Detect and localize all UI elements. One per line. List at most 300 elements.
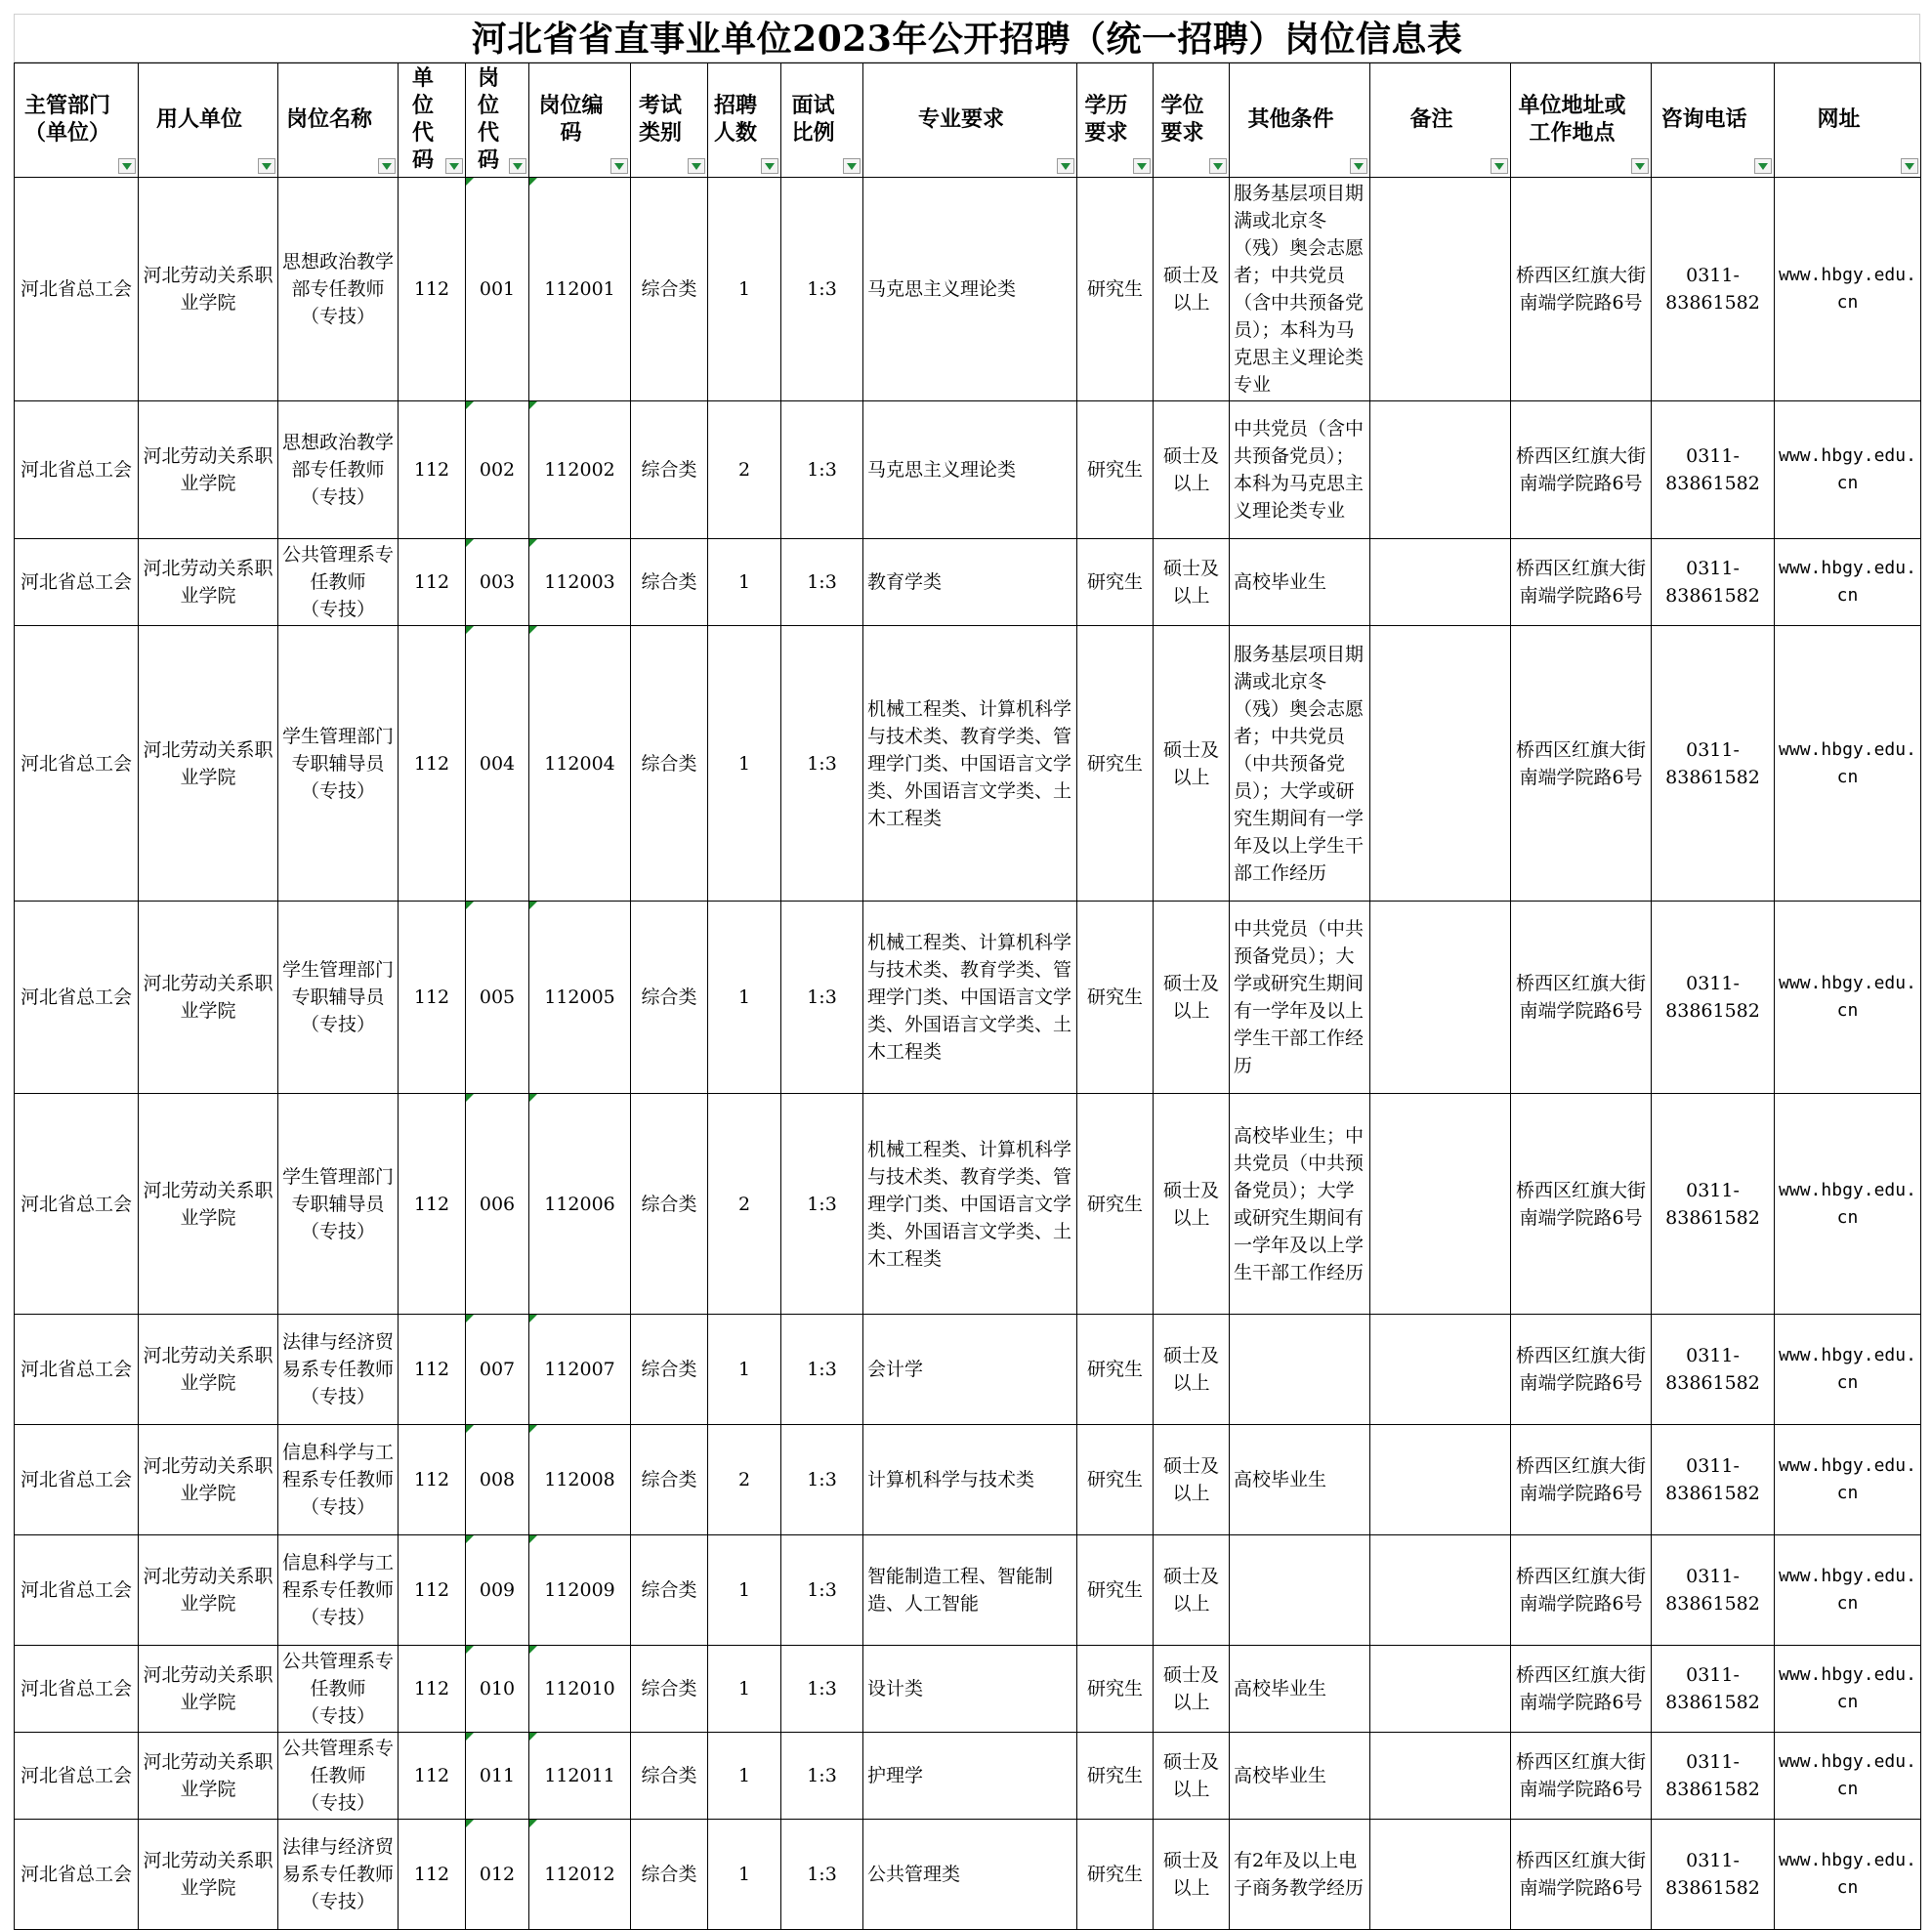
- cell-text: 1: [737, 1359, 751, 1380]
- cell-position-id: [529, 1094, 631, 1315]
- cell-text: www.hbgy.edu.cn: [1779, 973, 1916, 1021]
- cell-text: 0311-83861582: [1665, 1345, 1760, 1394]
- cell-text: 桥西区红旗大街南端学院路6号: [1515, 445, 1646, 494]
- cell-text: 桥西区红旗大街南端学院路6号: [1515, 738, 1646, 788]
- header-label: 考试 类别: [638, 94, 682, 146]
- cell-text: 综合类: [641, 459, 697, 481]
- cell-position-code: [466, 1646, 529, 1733]
- cell-position-code: [466, 401, 529, 539]
- cell-text: 硕士及以上: [1162, 265, 1219, 314]
- cell-text: 008: [479, 1469, 516, 1490]
- filter-dropdown-icon[interactable]: [1350, 158, 1367, 174]
- cell-education: [1077, 902, 1154, 1094]
- cell-phone: [1652, 1315, 1775, 1425]
- header-label: 岗位编 码: [538, 94, 604, 146]
- cell-employer: [139, 539, 278, 626]
- cell-major-requirement: [863, 1820, 1077, 1930]
- filter-dropdown-icon[interactable]: [1631, 158, 1649, 174]
- cell-text: 综合类: [641, 752, 697, 775]
- cell-unit-code: [399, 1646, 466, 1733]
- cell-notes: [1370, 626, 1511, 902]
- cell-text: 0311-83861582: [1665, 1751, 1760, 1800]
- cell-phone: [1652, 1094, 1775, 1315]
- cell-major-requirement: [863, 401, 1077, 539]
- header-exam-type: [631, 63, 708, 178]
- header-degree: [1154, 63, 1230, 178]
- cell-text: 112: [413, 1864, 450, 1885]
- cell-phone: [1652, 178, 1775, 401]
- cell-text: 112: [413, 1765, 450, 1786]
- cell-position-id: [529, 539, 631, 626]
- cell-text: 信息科学与工程系专任教师（专技）: [282, 1552, 395, 1628]
- cell-interview-ratio: [781, 539, 863, 626]
- cell-text: 112001: [544, 278, 615, 300]
- cell-text: 河北劳动关系职业学院: [143, 973, 273, 1022]
- header-label: 学历 要求: [1084, 94, 1128, 146]
- cell-text: 112004: [544, 752, 615, 775]
- filter-dropdown-icon[interactable]: [688, 158, 705, 174]
- cell-other-conditions: [1230, 1535, 1370, 1646]
- cell-education: [1077, 1425, 1154, 1535]
- header-label: 招聘 人数: [713, 94, 757, 146]
- cell-unit-code: [399, 1094, 466, 1315]
- cell-position-name: [278, 178, 399, 401]
- cell-website: [1775, 1535, 1921, 1646]
- cell-position-id: [529, 1820, 631, 1930]
- cell-position-name: [278, 1535, 399, 1646]
- cell-phone: [1652, 1646, 1775, 1733]
- header-website: [1775, 63, 1921, 178]
- cell-address: [1511, 1733, 1652, 1820]
- cell-text: 研究生: [1086, 459, 1143, 481]
- cell-text: 机械工程类、计算机科学与技术类、教育学类、管理学门类、中国语言文学类、外国语言文学类、土木工程类: [867, 1138, 1072, 1270]
- cell-text: 公共管理类: [867, 1864, 961, 1885]
- cell-interview-ratio: [781, 1315, 863, 1425]
- cell-text: 1: [737, 1765, 751, 1786]
- filter-dropdown-icon[interactable]: [378, 158, 396, 174]
- cell-exam-type: [631, 1820, 708, 1930]
- cell-address: [1511, 1315, 1652, 1425]
- cell-text: 中共党员（中共预备党员）；大学或研究生期间有一学年及以上学生干部工作经历: [1234, 918, 1365, 1076]
- table-body: [15, 178, 1921, 1930]
- cell-major-requirement: [863, 1733, 1077, 1820]
- cell-text: 护理学: [867, 1765, 924, 1786]
- cell-exam-type: [631, 626, 708, 902]
- filter-dropdown-icon[interactable]: [1057, 158, 1074, 174]
- cell-website: [1775, 1425, 1921, 1535]
- cell-text: 河北省总工会: [20, 1765, 132, 1786]
- cell-address: [1511, 401, 1652, 539]
- cell-hiring-count: [708, 178, 781, 401]
- cell-interview-ratio: [781, 401, 863, 539]
- cell-degree: [1154, 626, 1230, 902]
- cell-text: 桥西区红旗大街南端学院路6号: [1515, 558, 1646, 607]
- cell-text: 河北劳动关系职业学院: [143, 738, 273, 788]
- cell-text: 研究生: [1086, 1193, 1143, 1215]
- cell-text: 009: [479, 1579, 516, 1601]
- cell-hiring-count: [708, 902, 781, 1094]
- cell-employer: [139, 626, 278, 902]
- cell-interview-ratio: [781, 1535, 863, 1646]
- cell-text: 0311-83861582: [1665, 1179, 1760, 1229]
- cell-other-conditions: [1230, 1315, 1370, 1425]
- cell-text: 1: [737, 278, 751, 300]
- cell-text: 0311-83861582: [1665, 1850, 1760, 1899]
- header-position-code: [466, 63, 529, 178]
- header-position-id: [529, 63, 631, 178]
- cell-address: [1511, 539, 1652, 626]
- header-hiring-count: [708, 63, 781, 178]
- cell-address: [1511, 626, 1652, 902]
- cell-website: [1775, 178, 1921, 401]
- cell-degree: [1154, 1315, 1230, 1425]
- cell-text: 硕士及以上: [1162, 1455, 1219, 1504]
- cell-exam-type: [631, 401, 708, 539]
- cell-position-code: [466, 539, 529, 626]
- header-other-conditions: [1230, 63, 1370, 178]
- cell-text: 004: [479, 752, 516, 775]
- cell-text: 服务基层项目期满或北京冬（残）奥会志愿者；中共党员（中共预备党员）；大学或研究生期间有一学年及以上学生干部工作经历: [1234, 643, 1365, 884]
- cell-hiring-count: [708, 1425, 781, 1535]
- cell-dept: [15, 1425, 139, 1535]
- cell-interview-ratio: [781, 1820, 863, 1930]
- cell-text: 桥西区红旗大街南端学院路6号: [1515, 1345, 1646, 1394]
- cell-text: 法律与经济贸易系专任教师（专技）: [282, 1836, 395, 1912]
- cell-position-id: [529, 1535, 631, 1646]
- cell-website: [1775, 626, 1921, 902]
- cell-notes: [1370, 1535, 1511, 1646]
- cell-text: 1:3: [807, 1359, 837, 1380]
- cell-text: 综合类: [641, 1579, 697, 1601]
- cell-employer: [139, 1646, 278, 1733]
- cell-text: 研究生: [1086, 1864, 1143, 1885]
- cell-text: 河北省总工会: [20, 459, 132, 481]
- cell-major-requirement: [863, 539, 1077, 626]
- cell-text: 河北劳动关系职业学院: [143, 265, 273, 314]
- cell-text: 高校毕业生: [1234, 1765, 1327, 1786]
- cell-hiring-count: [708, 1315, 781, 1425]
- cell-position-id: [529, 902, 631, 1094]
- cell-dept: [15, 1733, 139, 1820]
- cell-text: www.hbgy.edu.cn: [1779, 1566, 1916, 1614]
- cell-hiring-count: [708, 626, 781, 902]
- cell-dept: [15, 178, 139, 401]
- cell-text: 112006: [544, 1193, 615, 1215]
- cell-text: 0311-83861582: [1665, 973, 1760, 1022]
- cell-text: 2: [737, 1193, 751, 1215]
- cell-text: 河北省总工会: [20, 571, 132, 593]
- cell-education: [1077, 1820, 1154, 1930]
- cell-major-requirement: [863, 178, 1077, 401]
- cell-phone: [1652, 539, 1775, 626]
- cell-position-code: [466, 626, 529, 902]
- header-phone: [1652, 63, 1775, 178]
- cell-text: 112: [413, 752, 450, 775]
- cell-position-name: [278, 626, 399, 902]
- cell-text: www.hbgy.edu.cn: [1779, 1179, 1916, 1228]
- table-row: [15, 626, 1921, 902]
- cell-text: 公共管理系专任教师 （专技）: [282, 1738, 395, 1814]
- cell-unit-code: [399, 401, 466, 539]
- cell-text: 桥西区红旗大街南端学院路6号: [1515, 1566, 1646, 1615]
- cell-text: 0311-83861582: [1665, 558, 1760, 607]
- cell-notes: [1370, 1820, 1511, 1930]
- cell-position-name: [278, 401, 399, 539]
- cell-text: 硕士及以上: [1162, 1850, 1219, 1899]
- filter-dropdown-icon[interactable]: [1133, 158, 1151, 174]
- cell-text: 112: [413, 1678, 450, 1699]
- cell-address: [1511, 178, 1652, 401]
- header-unit-code: [399, 63, 466, 178]
- filter-dropdown-icon[interactable]: [509, 158, 526, 174]
- cell-text: 服务基层项目期满或北京冬（残）奥会志愿者；中共党员（含中共预备党员）；本科为马克思主义理论类专业: [1234, 183, 1365, 396]
- header-label: 用人单位: [155, 107, 242, 132]
- cell-text: 001: [479, 278, 516, 300]
- table-row: [15, 178, 1921, 401]
- cell-text: 003: [479, 571, 516, 593]
- cell-text: 112002: [544, 459, 615, 481]
- cell-major-requirement: [863, 1315, 1077, 1425]
- table-row: [15, 1315, 1921, 1425]
- cell-text: 桥西区红旗大街南端学院路6号: [1515, 1850, 1646, 1899]
- cell-position-name: [278, 1425, 399, 1535]
- cell-text: 硕士及以上: [1162, 738, 1219, 788]
- header-label: 学位 要求: [1160, 94, 1204, 146]
- cell-degree: [1154, 401, 1230, 539]
- cell-education: [1077, 1315, 1154, 1425]
- cell-position-id: [529, 626, 631, 902]
- cell-text: 0311-83861582: [1665, 445, 1760, 494]
- cell-phone: [1652, 401, 1775, 539]
- header-employer: [139, 63, 278, 178]
- cell-text: 1: [737, 1678, 751, 1699]
- cell-text: 1:3: [807, 1864, 837, 1885]
- cell-degree: [1154, 1820, 1230, 1930]
- cell-dept: [15, 1646, 139, 1733]
- table-row: [15, 1733, 1921, 1820]
- cell-text: 1:3: [807, 1469, 837, 1490]
- cell-education: [1077, 1094, 1154, 1315]
- cell-text: 112: [413, 986, 450, 1008]
- cell-major-requirement: [863, 1646, 1077, 1733]
- cell-text: 112012: [544, 1864, 615, 1885]
- cell-employer: [139, 1315, 278, 1425]
- page-title: 河北省省直事业单位2023年公开招聘（统一招聘）岗位信息表: [14, 14, 1920, 63]
- cell-other-conditions: [1230, 539, 1370, 626]
- header-label: 专业要求: [917, 107, 1004, 132]
- cell-text: 河北省总工会: [20, 1193, 132, 1215]
- header-position-name: [278, 63, 399, 178]
- cell-dept: [15, 626, 139, 902]
- cell-text: 法律与经济贸易系专任教师（专技）: [282, 1331, 395, 1407]
- filter-dropdown-icon[interactable]: [118, 158, 136, 174]
- cell-notes: [1370, 539, 1511, 626]
- cell-text: 研究生: [1086, 1579, 1143, 1601]
- cell-text: 2: [737, 459, 751, 481]
- cell-text: 112: [413, 459, 450, 481]
- cell-address: [1511, 1820, 1652, 1930]
- header-education: [1077, 63, 1154, 178]
- cell-text: 河北省总工会: [20, 1359, 132, 1380]
- header-label: 面试 比例: [791, 94, 835, 146]
- cell-other-conditions: [1230, 1646, 1370, 1733]
- filter-dropdown-icon[interactable]: [1491, 158, 1508, 174]
- cell-text: 智能制造工程、智能制造、人工智能: [867, 1566, 1054, 1615]
- cell-text: 112: [413, 1193, 450, 1215]
- cell-text: 河北省总工会: [20, 986, 132, 1008]
- cell-notes: [1370, 178, 1511, 401]
- cell-position-id: [529, 1315, 631, 1425]
- cell-text: 高校毕业生；中共党员（中共预备党员）；大学或研究生期间有一学年及以上学生干部工作经历: [1234, 1124, 1365, 1283]
- cell-text: 2: [737, 1469, 751, 1490]
- cell-notes: [1370, 1733, 1511, 1820]
- cell-notes: [1370, 902, 1511, 1094]
- cell-text: 010: [479, 1678, 516, 1699]
- cell-degree: [1154, 1733, 1230, 1820]
- cell-phone: [1652, 1535, 1775, 1646]
- cell-hiring-count: [708, 1820, 781, 1930]
- cell-website: [1775, 1315, 1921, 1425]
- cell-text: 马克思主义理论类: [867, 459, 1017, 481]
- cell-exam-type: [631, 1535, 708, 1646]
- header-label: 单位地址或 工作地点: [1518, 94, 1626, 146]
- cell-position-code: [466, 1820, 529, 1930]
- cell-text: 高校毕业生: [1234, 1678, 1327, 1699]
- cell-website: [1775, 1094, 1921, 1315]
- cell-interview-ratio: [781, 1733, 863, 1820]
- cell-text: 学生管理部门专职辅导员（专技）: [282, 1165, 395, 1242]
- cell-employer: [139, 902, 278, 1094]
- table-row: [15, 1820, 1921, 1930]
- cell-unit-code: [399, 626, 466, 902]
- cell-exam-type: [631, 902, 708, 1094]
- cell-phone: [1652, 902, 1775, 1094]
- cell-hiring-count: [708, 401, 781, 539]
- cell-employer: [139, 1820, 278, 1930]
- cell-unit-code: [399, 539, 466, 626]
- cell-exam-type: [631, 539, 708, 626]
- cell-text: 河北劳动关系职业学院: [143, 445, 273, 494]
- cell-text: 研究生: [1086, 986, 1143, 1008]
- cell-other-conditions: [1230, 902, 1370, 1094]
- cell-text: 研究生: [1086, 1469, 1143, 1490]
- filter-dropdown-icon[interactable]: [843, 158, 861, 174]
- cell-text: 005: [479, 986, 516, 1008]
- cell-degree: [1154, 539, 1230, 626]
- cell-text: www.hbgy.edu.cn: [1779, 1345, 1916, 1393]
- cell-text: 112011: [544, 1765, 615, 1786]
- cell-phone: [1652, 626, 1775, 902]
- cell-text: 综合类: [641, 571, 697, 593]
- cell-unit-code: [399, 1733, 466, 1820]
- cell-text: 硕士及以上: [1162, 1345, 1219, 1394]
- cell-text: 思想政治教学部专任教师 （专技）: [282, 251, 395, 327]
- cell-text: 1: [737, 1864, 751, 1885]
- cell-text: 教育学类: [867, 571, 943, 593]
- cell-text: 有2年及以上电子商务教学经历: [1234, 1850, 1365, 1899]
- cell-text: 学生管理部门专职辅导员（专技）: [282, 725, 395, 802]
- cell-position-name: [278, 1315, 399, 1425]
- cell-notes: [1370, 401, 1511, 539]
- cell-major-requirement: [863, 626, 1077, 902]
- cell-text: 硕士及以上: [1162, 1566, 1219, 1615]
- cell-degree: [1154, 1425, 1230, 1535]
- cell-unit-code: [399, 178, 466, 401]
- cell-position-id: [529, 1646, 631, 1733]
- cell-position-code: [466, 1425, 529, 1535]
- cell-text: 公共管理系专任教师 （专技）: [282, 544, 395, 620]
- cell-text: 综合类: [641, 1469, 697, 1490]
- cell-major-requirement: [863, 1535, 1077, 1646]
- filter-dropdown-icon[interactable]: [445, 158, 463, 174]
- cell-text: 河北劳动关系职业学院: [143, 1850, 273, 1899]
- cell-degree: [1154, 1094, 1230, 1315]
- cell-text: 设计类: [867, 1678, 924, 1699]
- filter-dropdown-icon[interactable]: [1901, 158, 1918, 174]
- cell-text: 0311-83861582: [1665, 1566, 1760, 1615]
- table-row: [15, 1425, 1921, 1535]
- header-label: 咨询电话: [1660, 107, 1747, 132]
- cell-exam-type: [631, 1646, 708, 1733]
- cell-employer: [139, 1535, 278, 1646]
- cell-dept: [15, 539, 139, 626]
- header-dept: [15, 63, 139, 178]
- cell-text: 0311-83861582: [1665, 738, 1760, 788]
- table-row: [15, 1535, 1921, 1646]
- cell-text: 硕士及以上: [1162, 1751, 1219, 1800]
- cell-degree: [1154, 1535, 1230, 1646]
- cell-interview-ratio: [781, 902, 863, 1094]
- cell-hiring-count: [708, 1646, 781, 1733]
- filter-dropdown-icon[interactable]: [761, 158, 778, 174]
- table-row: [15, 401, 1921, 539]
- cell-text: 综合类: [641, 986, 697, 1008]
- cell-interview-ratio: [781, 626, 863, 902]
- cell-interview-ratio: [781, 1646, 863, 1733]
- filter-dropdown-icon[interactable]: [258, 158, 275, 174]
- cell-text: 112: [413, 1579, 450, 1601]
- cell-text: 研究生: [1086, 571, 1143, 593]
- cell-dept: [15, 1315, 139, 1425]
- cell-other-conditions: [1230, 1094, 1370, 1315]
- table-row: [15, 1646, 1921, 1733]
- table-row: [15, 539, 1921, 626]
- cell-unit-code: [399, 1315, 466, 1425]
- filter-dropdown-icon[interactable]: [1209, 158, 1227, 174]
- table-row: [15, 1094, 1921, 1315]
- filter-dropdown-icon[interactable]: [1754, 158, 1772, 174]
- header-row: [15, 63, 1921, 178]
- cell-text: 桥西区红旗大街南端学院路6号: [1515, 1179, 1646, 1229]
- cell-text: 河北劳动关系职业学院: [143, 1179, 273, 1229]
- cell-text: 0311-83861582: [1665, 265, 1760, 314]
- header-interview-ratio: [781, 63, 863, 178]
- cell-phone: [1652, 1425, 1775, 1535]
- cell-address: [1511, 1535, 1652, 1646]
- filter-dropdown-icon[interactable]: [610, 158, 628, 174]
- cell-text: 006: [479, 1193, 516, 1215]
- cell-unit-code: [399, 902, 466, 1094]
- cell-text: 中共党员（含中共预备党员）；本科为马克思主义理论类专业: [1234, 418, 1365, 522]
- cell-text: 1: [737, 986, 751, 1008]
- cell-text: 1:3: [807, 1193, 837, 1215]
- cell-text: 河北省总工会: [20, 1678, 132, 1699]
- cell-employer: [139, 1094, 278, 1315]
- cell-dept: [15, 1535, 139, 1646]
- cell-address: [1511, 902, 1652, 1094]
- cell-education: [1077, 178, 1154, 401]
- cell-text: 河北省总工会: [20, 752, 132, 775]
